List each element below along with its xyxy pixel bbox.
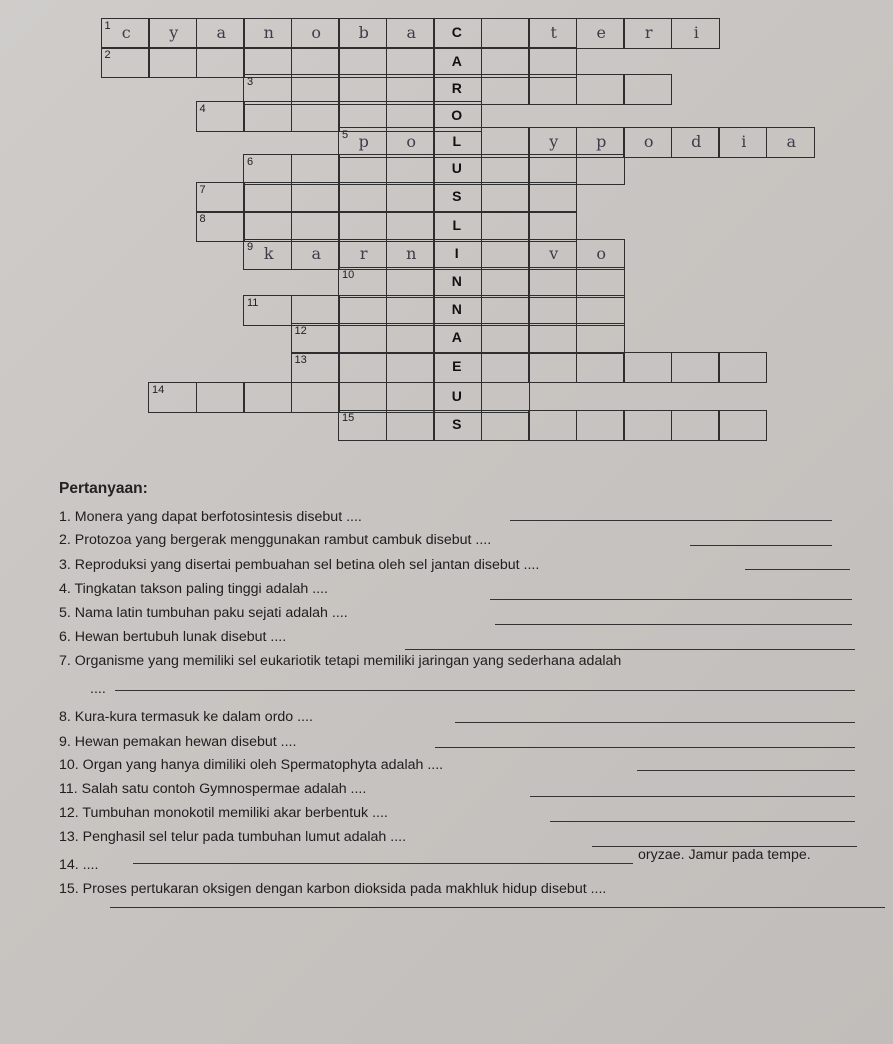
crossword-cell[interactable] (386, 154, 435, 185)
handwritten-letter: k (263, 244, 274, 263)
handwritten-letter: a (216, 23, 227, 42)
clue-number: 2 (104, 49, 111, 61)
question-8: 8. Kura-kura termasuk ke dalam ordo .... (59, 709, 313, 725)
crossword-cell[interactable] (291, 352, 340, 383)
key-letter: E (452, 358, 462, 374)
crossword-cell[interactable] (576, 295, 625, 326)
question-5: 5. Nama latin tumbuhan paku sejati adalah .... (59, 605, 348, 621)
crossword-cell[interactable] (148, 382, 197, 413)
question-6: 6. Hewan bertubuh lunak disebut .... (59, 629, 287, 645)
crossword-cell[interactable] (386, 352, 435, 383)
crossword-cell[interactable] (386, 295, 435, 326)
question-7-continuation: .... (90, 681, 106, 697)
crossword-cell[interactable] (481, 47, 530, 78)
crossword-cell[interactable] (196, 182, 245, 213)
key-letter: C (451, 24, 462, 40)
handwritten-letter: n (406, 244, 417, 263)
clue-number: 10 (342, 269, 355, 281)
crossword-cell[interactable] (338, 323, 387, 354)
clue-number: 4 (199, 103, 206, 115)
clue-number: 5 (342, 129, 349, 141)
clue-number: 6 (247, 156, 254, 168)
crossword-cell[interactable] (623, 410, 672, 441)
question-13: 13. Penghasil sel telur pada tumbuhan lumut adalah .... (59, 829, 407, 845)
key-letter: O (451, 107, 463, 123)
key-letter: U (451, 388, 462, 404)
crossword-cell[interactable] (576, 74, 625, 105)
handwritten-letter: a (786, 132, 797, 151)
handwritten-letter: n (263, 23, 274, 42)
crossword-cell[interactable] (386, 74, 435, 105)
handwritten-letter: o (643, 132, 654, 151)
key-letter: A (451, 53, 462, 69)
crossword-cell[interactable] (623, 352, 672, 383)
crossword-cell[interactable] (291, 182, 340, 213)
question-14: 14. .... (59, 857, 99, 873)
crossword-cell[interactable] (481, 267, 530, 298)
key-letter: A (451, 329, 462, 345)
answer-line-12 (550, 821, 855, 822)
handwritten-letter: i (693, 23, 699, 42)
crossword-cell[interactable] (528, 74, 577, 105)
crossword-cell[interactable] (623, 74, 672, 105)
crossword-cell[interactable] (243, 295, 292, 326)
crossword-cell[interactable] (243, 154, 292, 185)
answer-line-7 (115, 690, 855, 691)
crossword-cell[interactable] (243, 382, 292, 413)
crossword-cell[interactable] (528, 410, 577, 441)
answer-line-2 (690, 545, 832, 546)
handwritten-letter: a (406, 23, 417, 42)
crossword-cell[interactable] (481, 239, 530, 270)
clue-number: 13 (294, 354, 307, 366)
handwritten-letter: p (358, 132, 369, 151)
answer-line-14 (133, 863, 633, 864)
answer-line-15 (110, 907, 885, 908)
handwritten-letter: r (644, 23, 653, 42)
crossword-cell[interactable] (576, 323, 625, 354)
key-letter: L (452, 217, 462, 233)
crossword-cell[interactable] (528, 47, 577, 78)
crossword-cell[interactable] (481, 352, 530, 383)
crossword-cell[interactable] (386, 267, 435, 298)
clue-number: 11 (247, 297, 259, 309)
crossword-cell[interactable] (576, 410, 625, 441)
question-2: 2. Protozoa yang bergerak menggunakan rambut cambuk disebut .... (59, 532, 492, 548)
crossword-cell[interactable] (481, 410, 530, 441)
handwritten-letter: r (359, 244, 368, 263)
question-4: 4. Tingkatan takson paling tinggi adalah .... (59, 581, 328, 597)
handwritten-letter: p (596, 132, 607, 151)
question-1: 1. Monera yang dapat berfotosintesis disebut .... (59, 509, 362, 525)
crossword-cell[interactable] (481, 18, 530, 49)
handwritten-letter: v (549, 244, 559, 263)
handwritten-letter: o (406, 132, 417, 151)
handwritten-letter: b (358, 23, 369, 42)
crossword-cell[interactable] (481, 74, 530, 105)
crossword-cell[interactable] (148, 47, 197, 78)
question-14-suffix: oryzae. Jamur pada tempe. (638, 847, 811, 863)
answer-line-9 (435, 747, 855, 748)
crossword-cell[interactable] (196, 101, 245, 132)
crossword-cell[interactable] (338, 410, 387, 441)
handwritten-letter: y (169, 23, 179, 42)
crossword-cell[interactable] (386, 182, 435, 213)
crossword-cell[interactable] (386, 211, 435, 242)
crossword-cell[interactable] (291, 211, 340, 242)
crossword-cell[interactable] (576, 154, 625, 185)
crossword-cell[interactable] (243, 101, 292, 132)
crossword-cell[interactable] (528, 211, 577, 242)
crossword-cell[interactable] (671, 352, 720, 383)
crossword-cell[interactable] (528, 182, 577, 213)
clue-number: 14 (152, 384, 165, 396)
crossword-cell[interactable] (291, 74, 340, 105)
crossword-cell[interactable] (386, 410, 435, 441)
crossword-cell[interactable] (338, 352, 387, 383)
key-letter: N (451, 273, 462, 289)
crossword-cell[interactable] (481, 382, 530, 413)
question-3: 3. Reproduksi yang disertai pembuahan sel betina oleh sel jantan disebut .... (59, 557, 540, 573)
clue-number: 12 (294, 325, 307, 337)
handwritten-letter: t (550, 23, 557, 42)
crossword-cell[interactable] (291, 295, 340, 326)
crossword-cell[interactable] (243, 182, 292, 213)
crossword-cell[interactable] (291, 382, 340, 413)
handwritten-letter: o (311, 23, 322, 42)
crossword-cell[interactable] (528, 267, 577, 298)
handwritten-letter: a (311, 244, 322, 263)
handwritten-letter: o (596, 244, 607, 263)
crossword-cell[interactable] (481, 154, 530, 185)
crossword-cell[interactable] (386, 47, 435, 78)
crossword-cell[interactable] (338, 47, 387, 78)
question-7: 7. Organisme yang memiliki sel eukariotik tetapi memiliki jaringan yang sederhana adalah (59, 653, 622, 669)
handwritten-letter: d (691, 132, 702, 151)
crossword-cell[interactable] (528, 154, 577, 185)
question-9: 9. Hewan pemakan hewan disebut .... (59, 734, 297, 750)
crossword-cell[interactable] (291, 101, 340, 132)
key-letter: I (454, 245, 459, 261)
answer-line-11 (530, 796, 855, 797)
key-letter: N (451, 301, 462, 317)
answer-line-4 (490, 599, 852, 600)
questions-title: Pertanyaan: (59, 480, 148, 497)
question-15: 15. Proses pertukaran oksigen dengan karbon dioksida pada makhluk hidup disebut .... (59, 881, 607, 897)
crossword-cell[interactable] (243, 211, 292, 242)
question-10: 10. Organ yang hanya dimiliki oleh Spermatophyta adalah .... (59, 757, 444, 773)
crossword-cell[interactable] (196, 211, 245, 242)
handwritten-letter: y (549, 132, 559, 151)
crossword-cell[interactable] (576, 352, 625, 383)
crossword-cell[interactable] (291, 323, 340, 354)
crossword-cell[interactable] (338, 182, 387, 213)
crossword-cell[interactable] (481, 323, 530, 354)
clue-number: 1 (104, 20, 111, 32)
answer-line-5 (495, 624, 852, 625)
handwritten-letter: c (121, 23, 131, 42)
crossword-cell[interactable] (291, 154, 340, 185)
crossword-cell[interactable] (528, 323, 577, 354)
clue-number: 7 (199, 184, 206, 196)
crossword-cell[interactable] (576, 267, 625, 298)
question-11: 11. Salah satu contoh Gymnospermae adalah .... (59, 781, 367, 797)
crossword-cell[interactable] (386, 382, 435, 413)
crossword-cell[interactable] (338, 211, 387, 242)
clue-number: 9 (247, 241, 254, 253)
crossword-cell[interactable] (481, 211, 530, 242)
crossword-cell[interactable] (481, 182, 530, 213)
answer-line-10 (637, 770, 855, 771)
crossword-cell[interactable] (481, 127, 530, 158)
answer-line-8 (455, 722, 855, 723)
crossword-cell[interactable] (386, 323, 435, 354)
clue-number: 8 (199, 213, 206, 225)
key-letter: S (452, 416, 462, 432)
crossword-cell[interactable] (243, 47, 292, 78)
crossword-cell[interactable] (338, 74, 387, 105)
crossword-cell[interactable] (338, 382, 387, 413)
crossword-cell[interactable] (718, 410, 767, 441)
handwritten-letter: e (596, 23, 606, 42)
answer-line-6 (405, 649, 855, 650)
clue-number: 15 (342, 412, 355, 424)
crossword-cell[interactable] (718, 352, 767, 383)
crossword-cell[interactable] (671, 410, 720, 441)
crossword-cell[interactable] (101, 47, 150, 78)
handwritten-letter: i (741, 132, 747, 151)
answer-line-3 (745, 569, 850, 570)
crossword-cell[interactable] (338, 295, 387, 326)
key-letter: S (452, 188, 462, 204)
clue-number: 3 (247, 76, 254, 88)
crossword-cell[interactable] (481, 295, 530, 326)
crossword-cell[interactable] (243, 74, 292, 105)
crossword-cell[interactable] (528, 295, 577, 326)
crossword-cell[interactable] (338, 267, 387, 298)
key-letter: L (452, 133, 462, 149)
key-letter: R (451, 80, 462, 96)
crossword-cell[interactable] (291, 47, 340, 78)
key-letter: U (451, 160, 462, 176)
crossword-cell[interactable] (196, 47, 245, 78)
crossword-cell[interactable] (338, 154, 387, 185)
answer-line-1 (510, 520, 832, 521)
question-12: 12. Tumbuhan monokotil memiliki akar berbentuk .... (59, 805, 388, 821)
crossword-cell[interactable] (528, 352, 577, 383)
crossword-cell[interactable] (196, 382, 245, 413)
